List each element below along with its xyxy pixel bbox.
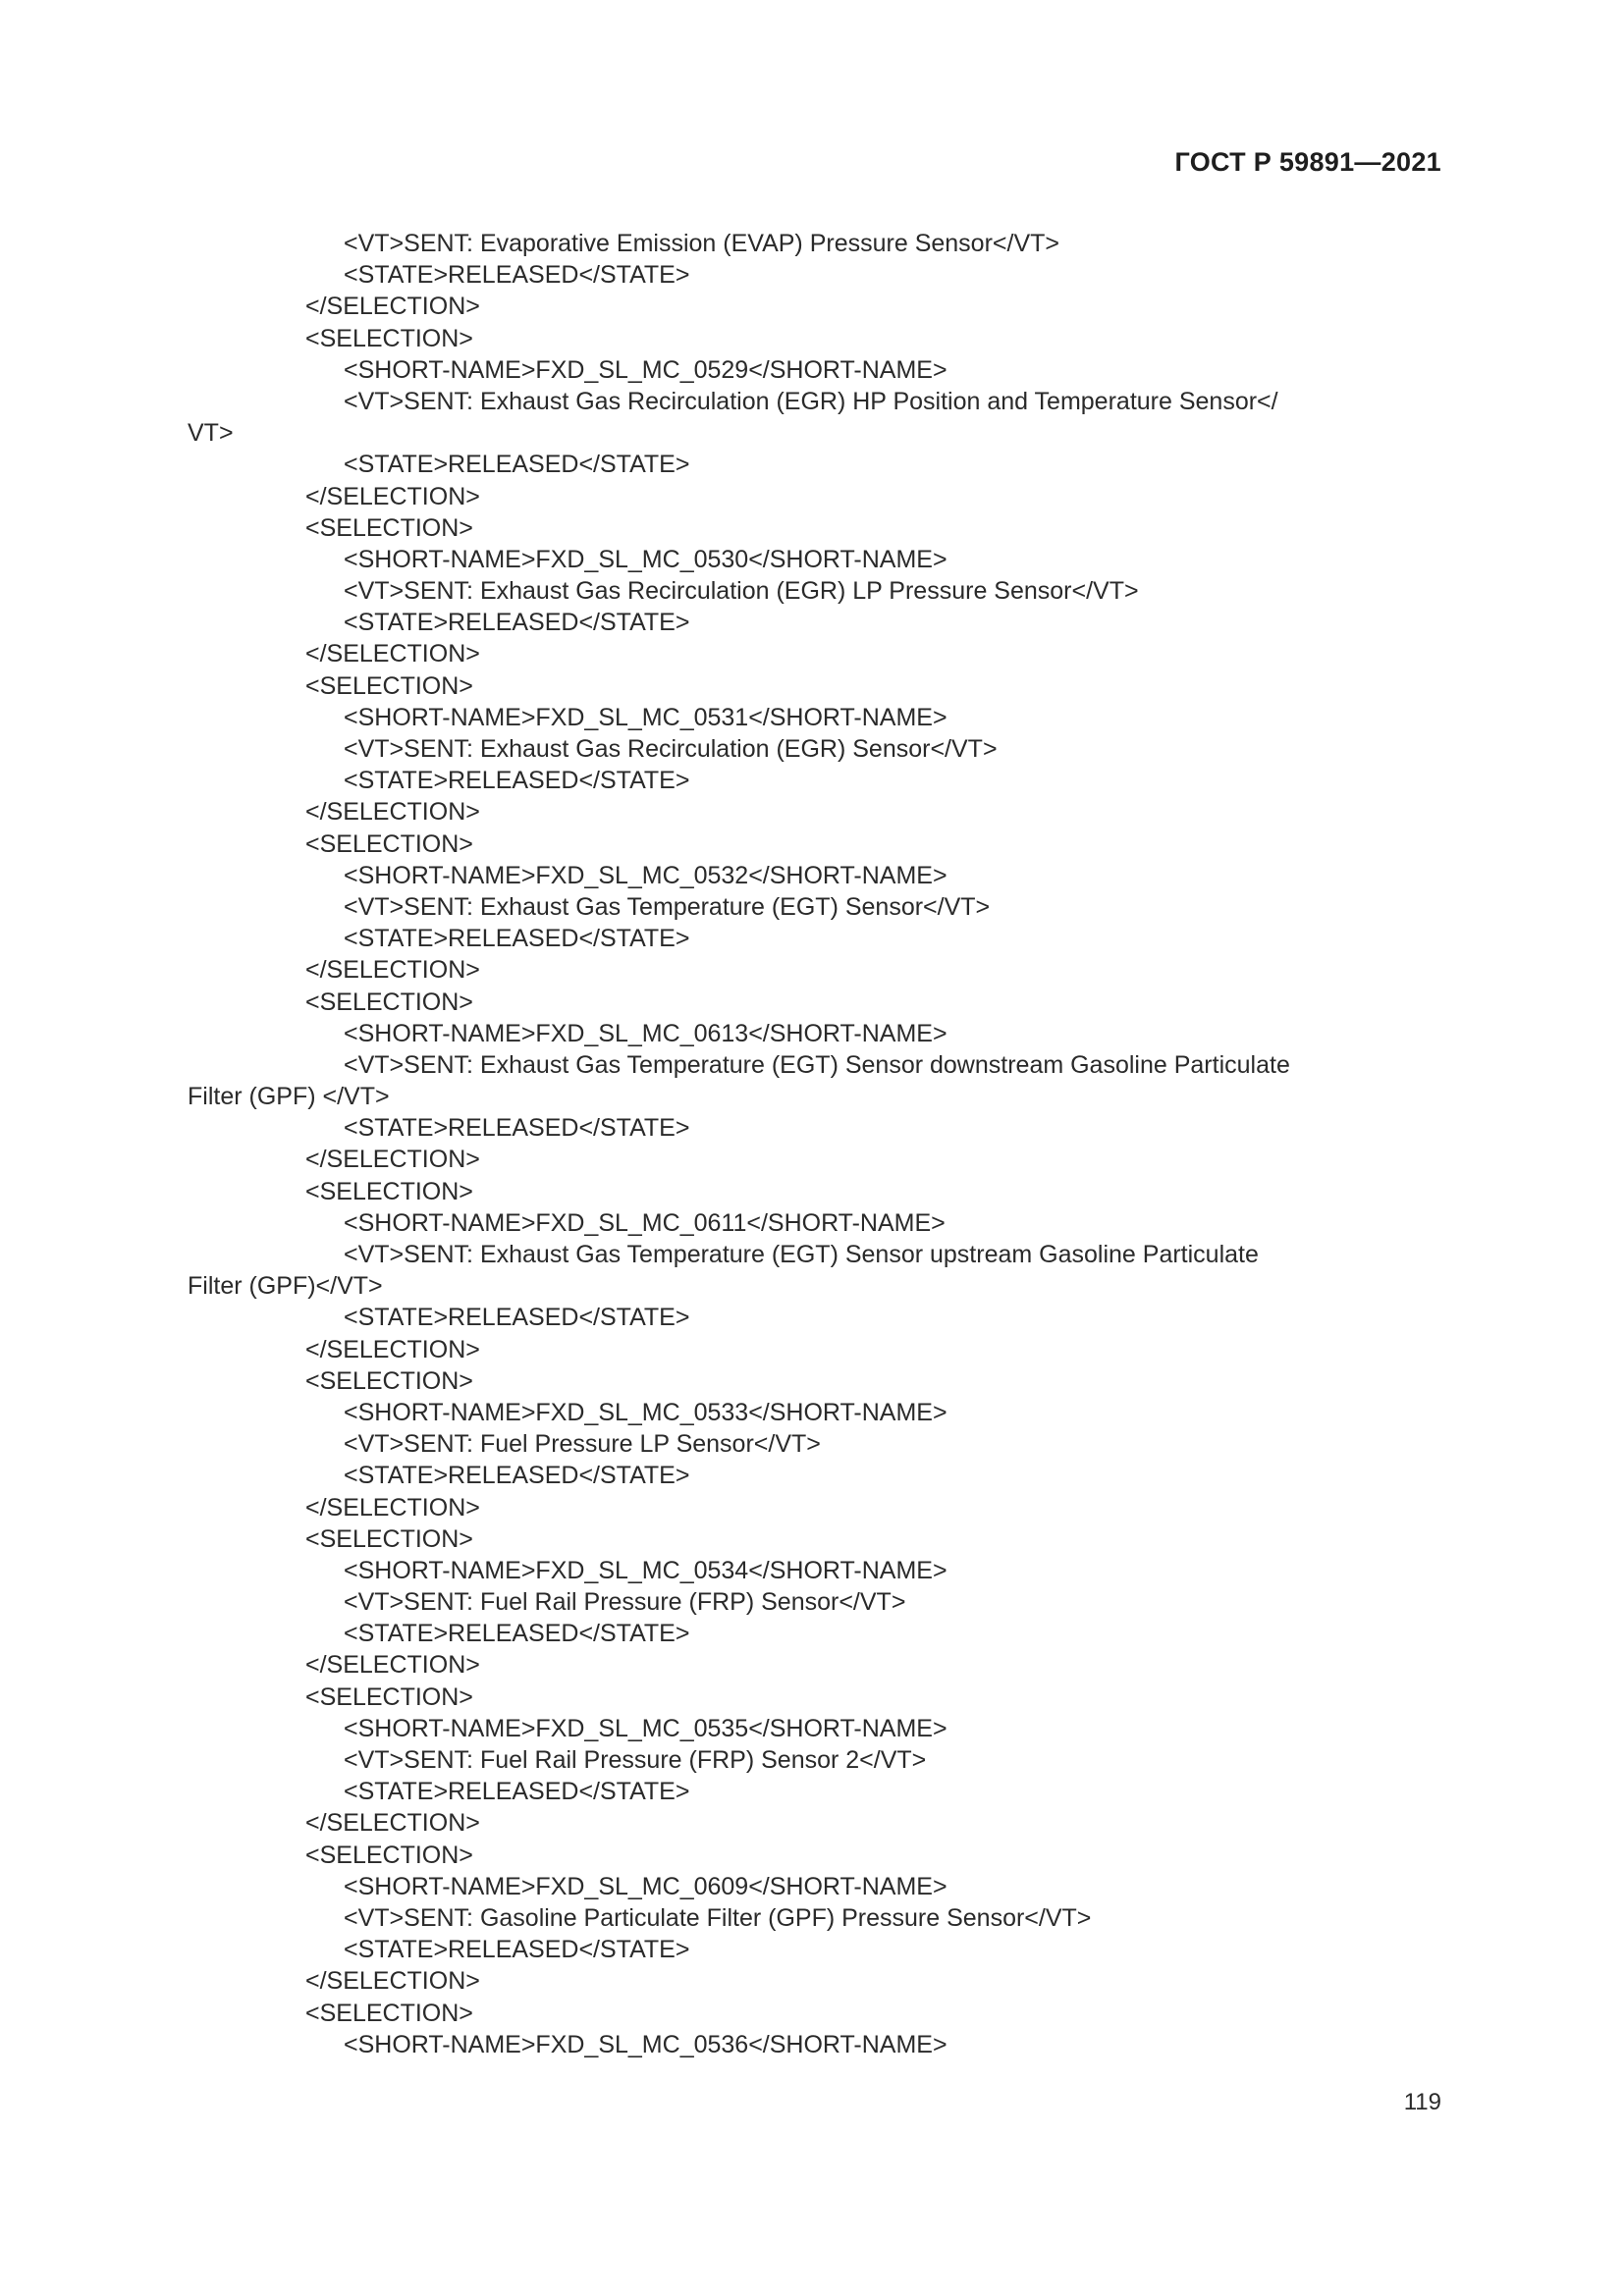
xml-line: <STATE>RELEASED</STATE> xyxy=(344,1778,690,1806)
xml-line: <SELECTION> xyxy=(305,513,473,542)
xml-line: <SHORT-NAME>FXD_SL_MC_0532</SHORT-NAME> xyxy=(344,861,947,889)
xml-line: <STATE>RELEASED</STATE> xyxy=(344,1620,690,1648)
xml-line: <SELECTION> xyxy=(305,671,473,700)
xml-line: Filter (GPF)</VT> xyxy=(188,1272,383,1301)
xml-line: Filter (GPF) </VT> xyxy=(188,1083,390,1111)
xml-line: <STATE>RELEASED</STATE> xyxy=(344,1936,690,1964)
xml-line: <VT>SENT: Fuel Pressure LP Sensor</VT> xyxy=(344,1430,821,1459)
xml-line: <SHORT-NAME>FXD_SL_MC_0536</SHORT-NAME> xyxy=(344,2030,947,2058)
xml-line: <SELECTION> xyxy=(305,988,473,1016)
xml-line: <STATE>RELEASED</STATE> xyxy=(344,451,690,479)
xml-line: <SHORT-NAME>FXD_SL_MC_0609</SHORT-NAME> xyxy=(344,1872,947,1900)
xml-line: <VT>SENT: Exhaust Gas Recirculation (EGR) Sensor</VT> xyxy=(344,735,998,763)
xml-line: <VT>SENT: Exhaust Gas Temperature (EGT) Sensor upstream Gasoline Particulate xyxy=(344,1241,1259,1268)
xml-line: <SHORT-NAME>FXD_SL_MC_0613</SHORT-NAME> xyxy=(344,1019,947,1047)
xml-listing xyxy=(0,228,1624,2060)
xml-line: <SELECTION> xyxy=(305,829,473,858)
xml-line: </SELECTION> xyxy=(305,1809,480,1838)
xml-line: </SELECTION> xyxy=(305,1967,480,1996)
xml-line: <VT>SENT: Evaporative Emission (EVAP) Pressure Sensor</VT> xyxy=(344,230,1059,257)
xml-line: <VT>SENT: Exhaust Gas Temperature (EGT) Sensor downstream Gasoline Particulate xyxy=(344,1050,1290,1079)
xml-line: <SHORT-NAME>FXD_SL_MC_0535</SHORT-NAME> xyxy=(344,1714,947,1742)
xml-line: <SHORT-NAME>FXD_SL_MC_0533</SHORT-NAME> xyxy=(344,1398,947,1426)
xml-line: <SELECTION> xyxy=(305,324,473,352)
xml-line: <SELECTION> xyxy=(305,1841,473,1869)
xml-line: </SELECTION> xyxy=(305,293,480,321)
xml-line: <STATE>RELEASED</STATE> xyxy=(344,1114,690,1143)
xml-line: <STATE>RELEASED</STATE> xyxy=(344,261,690,290)
xml-line: </SELECTION> xyxy=(305,956,480,985)
xml-line: <VT>SENT: Exhaust Gas Temperature (EGT) Sensor</VT> xyxy=(344,892,991,921)
xml-line: <SHORT-NAME>FXD_SL_MC_0611</SHORT-NAME> xyxy=(344,1208,946,1237)
xml-line: <VT>SENT: Exhaust Gas Recirculation (EGR) LP Pressure Sensor</VT> xyxy=(344,577,1139,606)
document-standard-code: ГОСТ Р 59891—2021 xyxy=(1174,147,1441,177)
xml-line: <STATE>RELEASED</STATE> xyxy=(344,1462,690,1490)
xml-line: <SELECTION> xyxy=(305,1682,473,1711)
xml-line: <SHORT-NAME>FXD_SL_MC_0530</SHORT-NAME> xyxy=(344,545,947,573)
xml-line: </SELECTION> xyxy=(305,798,480,827)
xml-line: </SELECTION> xyxy=(305,1651,480,1680)
xml-line: <STATE>RELEASED</STATE> xyxy=(344,767,690,795)
xml-line: </SELECTION> xyxy=(305,482,480,510)
xml-line: <SELECTION> xyxy=(305,1366,473,1395)
xml-line: <STATE>RELEASED</STATE> xyxy=(344,609,690,637)
xml-line: <VT>SENT: Exhaust Gas Recirculation (EGR) HP Position and Temperature Sensor</ xyxy=(344,387,1278,415)
xml-line: <SELECTION> xyxy=(305,1999,473,2027)
xml-line: <VT>SENT: Gasoline Particulate Filter (GPF) Pressure Sensor</VT> xyxy=(344,1903,1092,1932)
xml-line: <VT>SENT: Fuel Rail Pressure (FRP) Sensor</VT> xyxy=(344,1588,906,1617)
xml-line: </SELECTION> xyxy=(305,640,480,668)
xml-line: <VT>SENT: Fuel Rail Pressure (FRP) Sensor 2</VT> xyxy=(344,1746,927,1774)
xml-line: </SELECTION> xyxy=(305,1335,480,1363)
xml-line: <STATE>RELEASED</STATE> xyxy=(344,925,690,953)
xml-line: <SHORT-NAME>FXD_SL_MC_0531</SHORT-NAME> xyxy=(344,703,947,731)
xml-line: VT> xyxy=(188,419,234,448)
page-number: 119 xyxy=(1403,2089,1441,2115)
xml-line: </SELECTION> xyxy=(305,1146,480,1174)
xml-line: <SHORT-NAME>FXD_SL_MC_0534</SHORT-NAME> xyxy=(344,1556,947,1584)
xml-line: <SELECTION> xyxy=(305,1524,473,1553)
xml-line: </SELECTION> xyxy=(305,1493,480,1522)
xml-line: <SELECTION> xyxy=(305,1177,473,1205)
xml-line: <SHORT-NAME>FXD_SL_MC_0529</SHORT-NAME> xyxy=(344,355,947,384)
xml-line: <STATE>RELEASED</STATE> xyxy=(344,1304,690,1332)
